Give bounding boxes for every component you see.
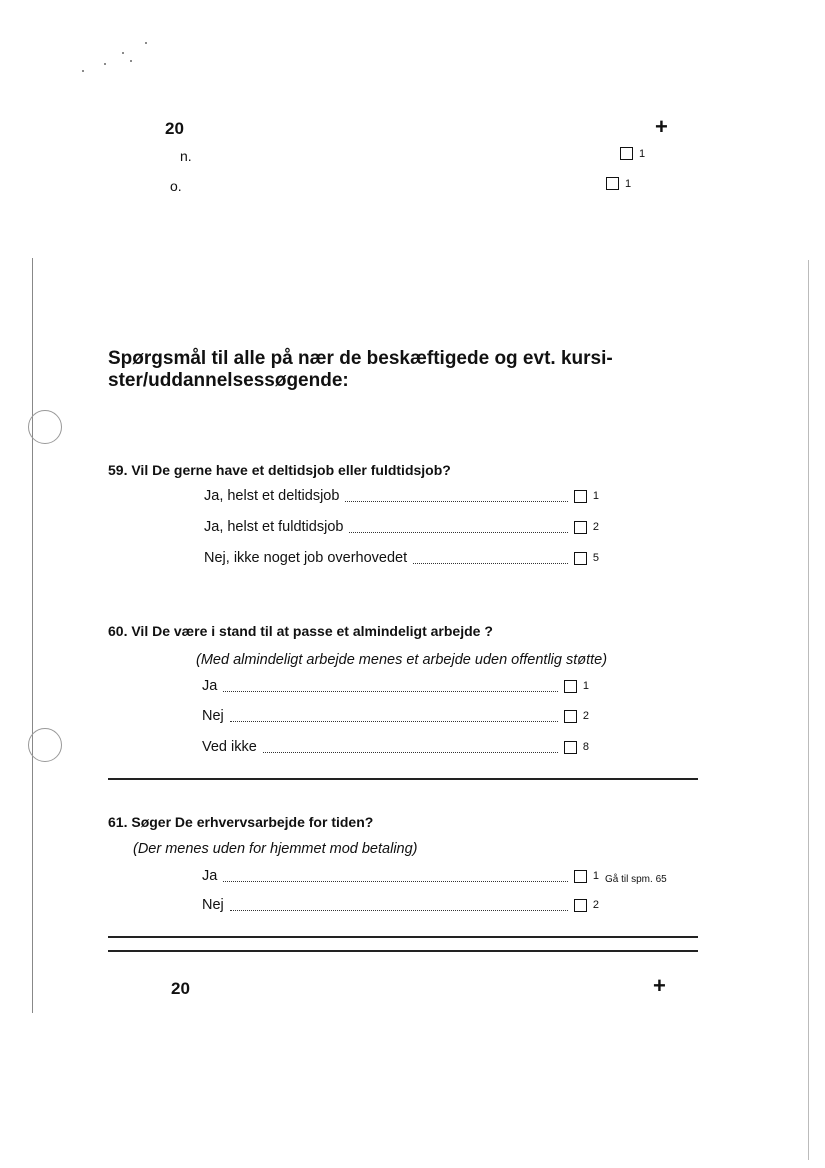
- item-o-code: 1: [625, 177, 632, 190]
- punch-hole-bottom: [28, 728, 62, 762]
- q59-option-1: [204, 488, 599, 504]
- item-n-checkbox-group: [620, 145, 645, 163]
- scan-speck: [122, 52, 124, 54]
- q59-option-2-checkbox[interactable]: [574, 521, 587, 534]
- q60-option-1-code: 1: [582, 680, 589, 692]
- q61-option-2: [202, 897, 599, 913]
- question-60-title: 60. Vil De være i stand til at passe et almindeligt arbejde ?: [108, 623, 493, 639]
- leader-dots: [230, 721, 558, 722]
- question-59-title: 59. Vil De gerne have et deltidsjob eller fuldtidsjob?: [108, 462, 451, 478]
- section-divider: [108, 778, 698, 780]
- plus-mark-top: +: [655, 114, 668, 139]
- item-n-checkbox[interactable]: [620, 147, 633, 160]
- q61-option-1: [202, 868, 599, 884]
- q60-option-3-code: 8: [582, 741, 589, 753]
- q61-option-2-checkbox[interactable]: [574, 899, 587, 912]
- page-number-top: 20: [165, 119, 184, 138]
- question-61-note: (Der menes uden for hjemmet mod betaling): [133, 841, 418, 857]
- q61-option-1-label: Ja: [202, 868, 218, 884]
- question-60-note: (Med almindeligt arbejde menes et arbejde uden offentlig støtte): [196, 652, 608, 668]
- q59-option-1-label: Ja, helst et deltidsjob: [204, 488, 340, 504]
- scan-speck: [82, 70, 84, 72]
- leader-dots: [263, 752, 558, 753]
- q60-option-2: [202, 708, 589, 724]
- q60-option-1-label: Ja: [202, 678, 218, 694]
- q60-option-2-code: 2: [582, 710, 589, 722]
- footer-divider-1: [108, 936, 698, 938]
- q59-option-2-code: 2: [592, 521, 599, 533]
- q59-option-3-code: 5: [592, 552, 599, 564]
- q59-option-1-checkbox[interactable]: [574, 490, 587, 503]
- page-number-bottom: 20: [171, 979, 190, 998]
- leader-dots: [413, 563, 568, 564]
- section-heading-line-2: ster/uddannelsessøgende:: [108, 370, 349, 391]
- q60-option-3-checkbox[interactable]: [564, 741, 577, 754]
- punch-hole-top: [28, 410, 62, 444]
- q61-option-1-checkbox[interactable]: [574, 870, 587, 883]
- item-o-label: o.: [170, 178, 182, 194]
- q60-option-2-label: Nej: [202, 708, 224, 724]
- leader-dots: [223, 881, 568, 882]
- item-o-checkbox-group: [606, 175, 631, 193]
- section-heading-line-1: Spørgsmål til alle på nær de beskæftigede og evt. kursi-: [108, 348, 613, 369]
- q60-option-2-checkbox[interactable]: [564, 710, 577, 723]
- question-61-title: 61. Søger De erhvervsarbejde for tiden?: [108, 814, 374, 830]
- q61-option-2-code: 2: [592, 899, 599, 911]
- q59-option-1-code: 1: [592, 490, 599, 502]
- q60-option-1-checkbox[interactable]: [564, 680, 577, 693]
- q60-option-3-label: Ved ikke: [202, 739, 257, 755]
- leader-dots: [223, 691, 558, 692]
- scan-speck: [104, 63, 106, 65]
- q60-option-1: [202, 678, 589, 694]
- q59-option-2: [204, 519, 599, 535]
- item-n-code: 1: [639, 147, 646, 160]
- leader-dots: [230, 910, 568, 911]
- q60-option-3: [202, 739, 589, 755]
- q61-option-1-code: 1: [592, 870, 599, 882]
- q61-option-1-skip-instruction: Gå til spm. 65: [605, 874, 667, 885]
- scan-speck: [130, 60, 132, 62]
- scan-speck: [145, 42, 147, 44]
- section-heading: [108, 348, 668, 392]
- item-n-label: n.: [180, 148, 192, 164]
- leader-dots: [349, 532, 567, 533]
- leader-dots: [345, 501, 567, 502]
- q59-option-3-label: Nej, ikke noget job overhovedet: [204, 550, 408, 566]
- item-o-checkbox[interactable]: [606, 177, 619, 190]
- plus-mark-bottom: +: [653, 973, 666, 998]
- q61-option-2-label: Nej: [202, 897, 224, 913]
- q59-option-3-checkbox[interactable]: [574, 552, 587, 565]
- q59-option-3: [204, 550, 599, 566]
- footer-divider-2: [108, 950, 698, 952]
- left-margin-line: [32, 258, 33, 1013]
- right-margin-line: [808, 260, 809, 1160]
- q59-option-2-label: Ja, helst et fuldtidsjob: [204, 519, 344, 535]
